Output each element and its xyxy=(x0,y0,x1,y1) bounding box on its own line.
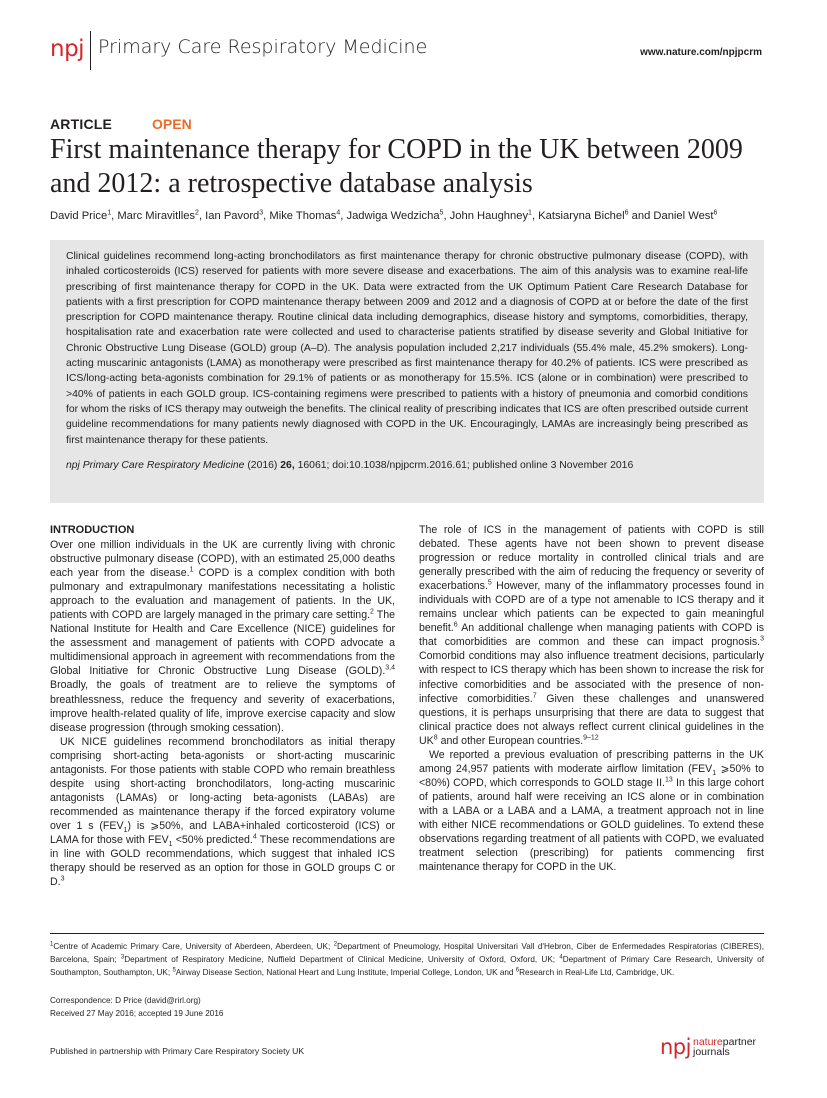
affiliation-text: Centre of Academic Primary Care, University of Aberdeen, Aberdeen, UK; xyxy=(53,942,334,951)
section-heading-introduction: INTRODUCTION xyxy=(50,524,135,536)
author-name: Ian Pavord xyxy=(205,210,260,222)
journals-word: journals xyxy=(693,1046,730,1058)
journal-name: Primary Care Respiratory Medicine xyxy=(98,36,428,58)
body-column-left xyxy=(50,523,395,889)
nature-wordmark: nature xyxy=(693,1036,723,1048)
article-title: First maintenance therapy for COPD in the UK between 2009 and 2012: a retrospective database analysis xyxy=(50,134,743,199)
received-dates: Received 27 May 2016; accepted 19 June 2016 xyxy=(50,1009,224,1018)
partner-word: partner xyxy=(722,1036,757,1048)
citation-volume: 26, xyxy=(280,459,295,471)
citation-journal: npj Primary Care Respiratory Medicine xyxy=(66,459,245,471)
affiliations xyxy=(50,940,764,980)
affiliation-text: Department of Pneumology, Hospital Universitari Vall d'Hebron, Ciber de Enfermedades Respiratorias (CIBERES), Barcelona, Spain; xyxy=(50,942,765,965)
author-name: Daniel West xyxy=(653,210,714,222)
published-in-partnership: Published in partnership with Primary Care Respiratory Society UK xyxy=(50,1046,305,1056)
author-affiliation-mark: 6 xyxy=(624,209,629,217)
author-affiliation-mark: 2 xyxy=(195,209,199,217)
author-affiliation-mark: 6 xyxy=(713,209,718,217)
affiliation-number: 1 xyxy=(50,941,54,948)
footer-divider xyxy=(50,933,764,934)
nature-partner-journals-logo xyxy=(693,1037,756,1057)
affiliation-text: Department of Respiratory Medicine, Nuffield Department of Clinical Medicine, University of Oxford, Oxford, UK; xyxy=(124,955,560,965)
abstract-box xyxy=(50,240,764,503)
affiliation-number: 6 xyxy=(515,967,520,974)
affiliation-text: Research in Real-Life Ltd, Cambridge, UK. xyxy=(519,968,675,978)
correspondence-line: Correspondence: D Price (david@rirl.org) xyxy=(50,996,201,1005)
affiliation-number: 4 xyxy=(559,954,563,961)
author-name: Katsiaryna Bichel xyxy=(538,210,625,222)
author-affiliation-mark: 5 xyxy=(439,209,444,217)
journal-url-link[interactable]: www.nature.com/npjpcrm xyxy=(640,47,762,58)
affiliation-text: Department of Primary Care Research, University of Southampton, Southampton, UK; xyxy=(50,955,764,978)
citation-year: (2016) xyxy=(247,459,278,471)
author-name: Marc Miravitlles xyxy=(117,210,196,222)
body-paragraph: Over one million individuals in the UK are currently living with chronic obstructive pulmonary disease (COPD), with an estimated 25,000 deaths each year from the disease.$^1$ COPD is a complex condition with both pulmonary and extrapulmonary manifestations necessitating a holistic approach to the evaluation and management of patients. In the UK, patients with COPD are largely managed in the primary care setting.$^2$ The National Institute for Health and Care Excellence (NICE) guidelines for the assessment and management of patients with COPD advocate a multidimensional approach in agreement with recommendations from the Global Initiative for Chronic Obstructive Lung Disease (GOLD).$^{3,4}$ Broadly, the goals of treatment are to relieve the symptoms of breathlessness, reduce the frequency and severity of exacerbations, improve health-related quality of life, improve exercise capacity and slow disease progression (through smoking cessation). xyxy=(50,539,395,734)
author-affiliation-mark: 1 xyxy=(107,209,112,217)
affiliation-text: Airway Disease Section, National Heart and Lung Institute, Imperial College, London, UK and xyxy=(175,968,516,978)
author-name: John Haughney xyxy=(449,210,529,222)
author-name: Mike Thomas xyxy=(269,210,337,222)
body-paragraph: We reported a previous evaluation of prescribing patterns in the UK among 24,957 patients with moderate airflow limitation ($FEV_1$ ⩾50% to <80%) COPD, which corresponds to GOLD stage II.$^{13}$ In this large cohort of patients, around half were receiving an ICS alone or in combination with a LABA or a LABA and a LAMA, a treatment approach not in line with either NICE recommendations or GOLD guidelines. To extend these observations regarding treatment of all patients with COPD, we evaluated treatment selection (prescribing) for patients commencing first maintenance therapy for COPD in the UK. xyxy=(419,748,764,874)
affiliation-number: 5 xyxy=(172,967,176,974)
body-paragraph: The role of ICS in the management of patients with COPD is still debated. These agents have not been shown to prevent disease progression or reduce mortality in controlled clinical trials and are generally prescribed with the aim of reducing the frequency or severity of exacerbations.$^5$ However, many of the inflammatory processes found in individuals with COPD are of a type not amenable to ICS therapy and it remains unclear which patients can be expected to gain meaningful benefit.$^6$ An additional challenge when managing patients with COPD is that comorbidities are common and these can impact prognosis.$^3$ Comorbid conditions may also influence treatment decisions, particularly with respect to ICS therapy which has been shown to increase the risk for infective comorbidities and be associated with the presence of non-infective comorbidities.$^7$ Given these challenges and unanswered questions, it is perhaps unsurprising that there are data to suggest that clinical practice does not always reflect current clinical guidelines in the $UK^8$ and other European countries.$^{9-12}$ xyxy=(419,524,764,747)
citation-rest: 16061; doi:10.1038/npjpcrm.2016.61; published online 3 November 2016 xyxy=(297,459,634,471)
abstract-text: Clinical guidelines recommend long-acting bronchodilators as first maintenance therapy for chronic obstructive pulmonary disease (COPD), with inhaled corticosteroids (ICS) reserved for patients with more severe disease and exacerbations. The aim of this analysis was to examine real-life prescribing of first maintenance therapy for COPD in the UK. Data were extracted from the UK Optimum Patient Care Research Database for patients with a first prescription for COPD maintenance therapy between 2009 and 2012 and a diagnosis of COPD at or before the date of the first prescription for COPD maintenance therapy. Routine clinical data including demographics, disease history and symptoms, comorbidities, therapy, hospitalisation rate and exacerbation rate were collected and used to characterise patients stratified by disease severity and Global Initiative for Chronic Obstructive Lung Disease (GOLD) group (A–D). The analysis population included 2,217 individuals (55.4% male, 45.2% smokers). Long-acting muscarinic antagonists (LAMA) as monotherapy were prescribed as first maintenance therapy for 40.2% of patients. ICS were prescribed as ICS/long-acting beta-agonists combination for 29.1% of patients or as monotherapy for 15.5%. ICS (alone or in combination) were prescribed to >40% of patients in each GOLD group. ICS-containing regimens were prescribed to patients with a history of pneumonia and comorbid conditions for whom the risks of ICS therapy may outweigh the benefits. The clinical reality of prescribing indicates that ICS are often prescribed outside current guideline recommendations for many patients newly diagnosed with COPD in the UK. Encouragingly, LAMAs are increasingly being prescribed as first maintenance therapy for these patients. xyxy=(66,251,748,446)
body-paragraph: UK NICE guidelines recommend bronchodilators as initial therapy comprising short-acting beta-agonists or short-acting muscarinic antagonists. For those patients with stable COPD who remain breathless despite using short-acting bronchodilators, long-acting muscarinic antagonists (LAMAs) or long-acting beta-agonists (LABAs) are recommended as maintenance therapy if the forced expiratory volume over 1 s $(FEV_1)$ is ⩾50%, and LABA+inhaled corticosteroid (ICS) or LAMA for those with $FEV_1 <50\%$ predicted.$^4$ These recommendations are in line with GOLD recommendations, which suggest that inhaled ICS therapy should be reserved as an option for those in GOLD groups C or D.$^3$ xyxy=(50,735,395,889)
open-access-label: OPEN xyxy=(152,116,192,132)
author-list: David Price$^1$, Marc Miravitlles$^2$, Ian Pavord$^3$, Mike Thomas$^4$, Jadwiga Wedzicha$^5$, John Haughney$^1$, Katsiaryna Bichel$^6$ and Daniel West$^6$ xyxy=(50,209,718,222)
affiliation-number: 3 xyxy=(120,954,125,961)
npj-logo: npj xyxy=(50,36,85,62)
author-affiliation-mark: 1 xyxy=(528,209,532,217)
author-name: David Price xyxy=(50,210,108,222)
npj-partner-logo: npj xyxy=(660,1035,691,1059)
logo-divider xyxy=(90,31,91,70)
affiliation-number: 2 xyxy=(333,941,338,948)
body-column-right xyxy=(419,523,764,874)
author-affiliation-mark: 4 xyxy=(336,209,341,217)
author-name: Jadwiga Wedzicha xyxy=(346,210,440,222)
article-type-label: ARTICLE xyxy=(50,116,113,132)
citation-line xyxy=(66,458,748,473)
author-affiliation-mark: 3 xyxy=(259,209,264,217)
